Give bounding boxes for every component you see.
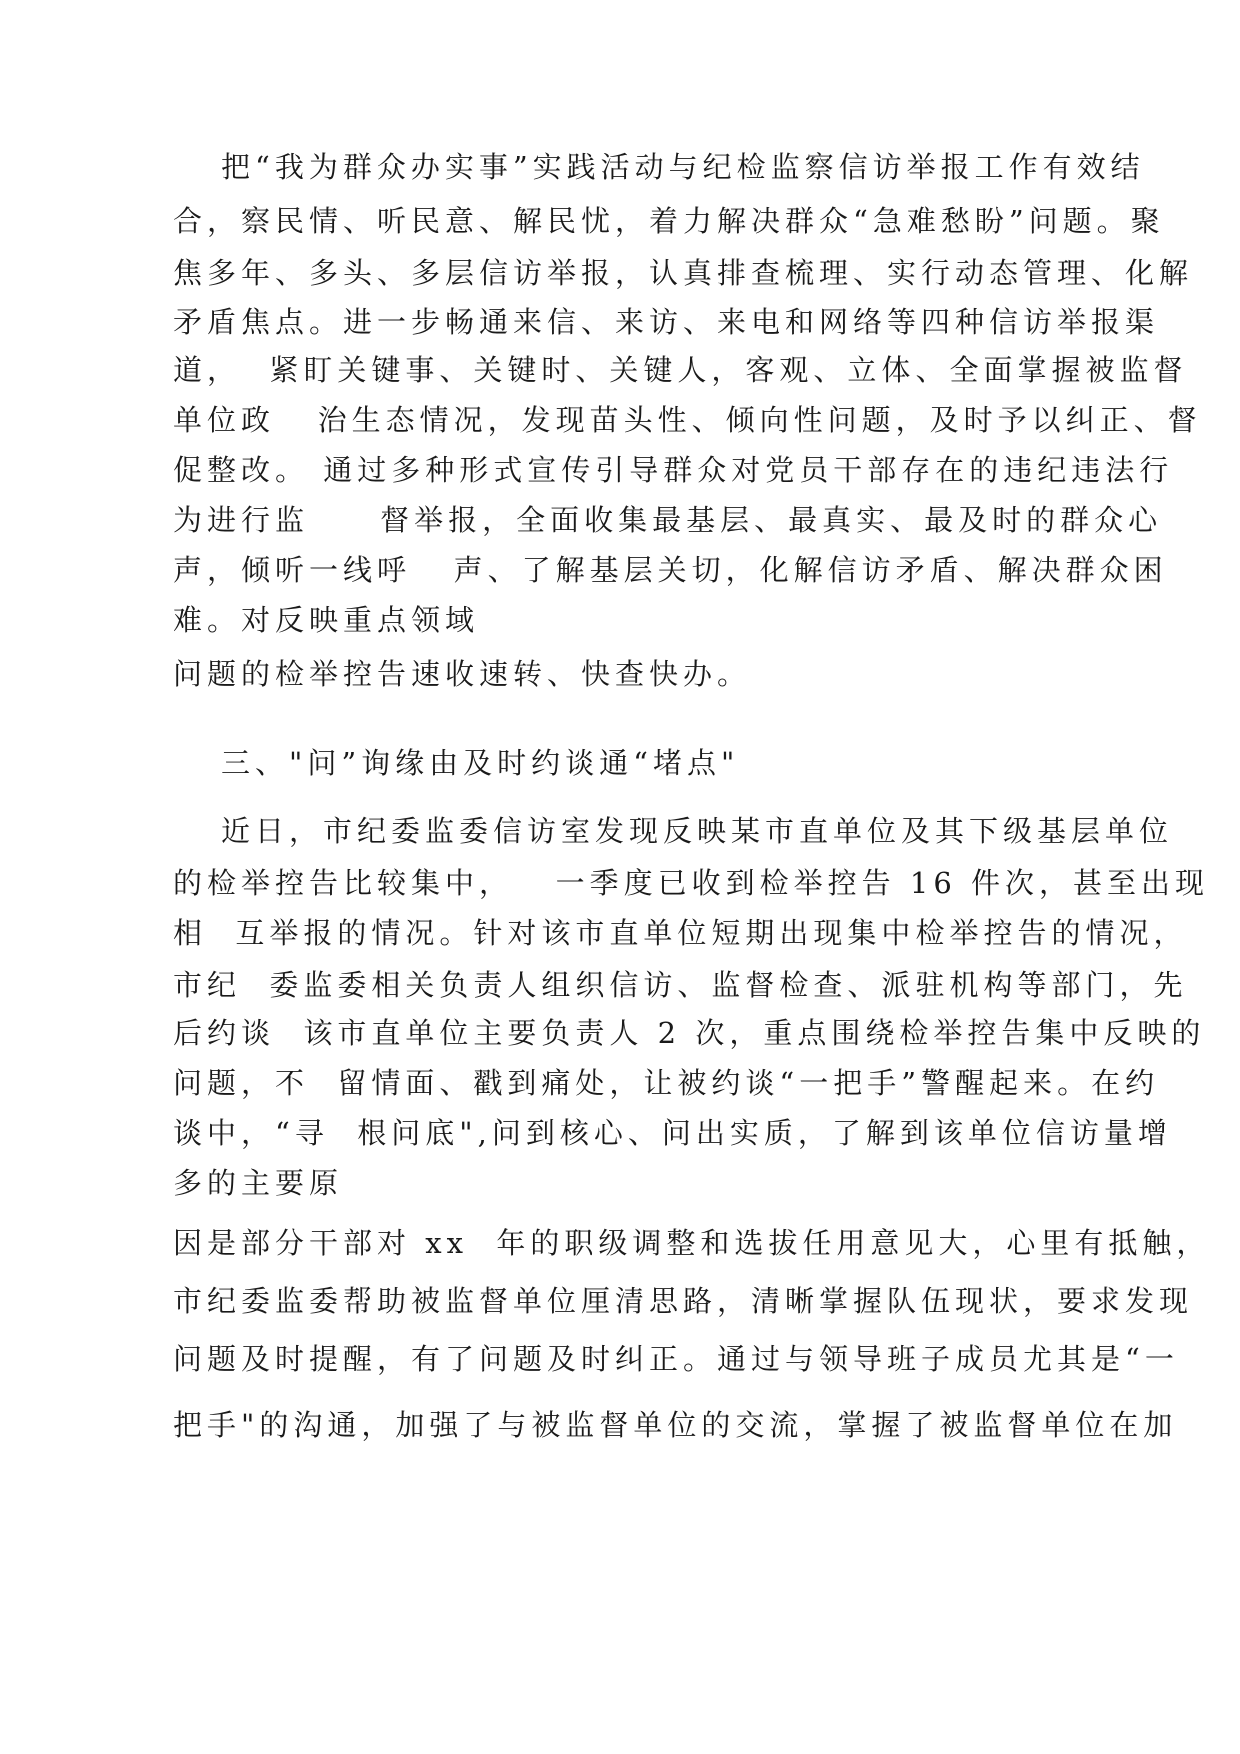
paragraph-line: 把手"的沟通，加强了与被监督单位的交流，掌握了被监督单位在加 bbox=[173, 1408, 1178, 1442]
paragraph-line: 难。对反映重点领域 bbox=[173, 603, 480, 637]
paragraph-line: 焦多年、多头、多层信访举报，认真排查梳理、实行动态管理、化解 bbox=[173, 256, 1194, 290]
paragraph-line: 声，倾听一线呼 声、了解基层关切，化解信访矛盾、解决群众困 bbox=[173, 553, 1168, 587]
paragraph-line: 促整改。 通过多种形式宣传引导群众对党员干部存在的违纪违法行 bbox=[173, 453, 1174, 487]
paragraph-line: 多的主要原 bbox=[173, 1166, 344, 1200]
paragraph-line: 的检举控告比较集中， 一季度已收到检举控告 16 件次，甚至出现 bbox=[173, 866, 1209, 900]
paragraph-line: 道， 紧盯关键事、关键时、关键人，客观、立体、全面掌握被监督 bbox=[173, 353, 1188, 387]
paragraph-line: 合，察民情、听民意、解民忧，着力解决群众“急难愁盼”问题。聚 bbox=[173, 204, 1165, 238]
paragraph-line: 市纪 委监委相关负责人组织信访、监督检查、派驻机构等部门，先 bbox=[173, 968, 1188, 1002]
paragraph-line: 为进行监 督举报，全面收集最基层、最真实、最及时的群众心 bbox=[173, 503, 1163, 537]
paragraph-line: 谈中，“寻 根问底",问到核心、问出实质，了解到该单位信访量增 bbox=[173, 1116, 1172, 1150]
paragraph-line: 相 互举报的情况。针对该市直单位短期出现集中检举控告的情况， bbox=[173, 916, 1188, 950]
paragraph-line: 问题的检举控告速收速转、快查快办。 bbox=[173, 657, 752, 691]
paragraph-line: 矛盾焦点。进一步畅通来信、来访、来电和网络等四种信访举报渠 bbox=[173, 305, 1160, 339]
paragraph-line: 市纪委监委帮助被监督单位厘清思路，清晰掌握队伍现状，要求发现 bbox=[173, 1284, 1194, 1318]
paragraph-line: 因是部分干部对 xx 年的职级调整和选拔任用意见大，心里有抵触， bbox=[173, 1226, 1211, 1260]
paragraph-line: 后约谈 该市直单位主要负责人 2 次，重点围绕检举控告集中反映的 bbox=[173, 1016, 1206, 1050]
paragraph-line: 近日，市纪委监委信访室发现反映某市直单位及其下级基层单位 bbox=[221, 814, 1174, 848]
section-heading: 三、"问”询缘由及时约谈通“堵点" bbox=[221, 746, 740, 780]
paragraph-line: 问题及时提醒，有了问题及时纠正。通过与领导班子成员尤其是“一 bbox=[173, 1342, 1179, 1376]
paragraph-line: 问题，不 留情面、戳到痛处，让被约谈“一把手”警醒起来。在约 bbox=[173, 1066, 1160, 1100]
paragraph-line: 单位政 治生态情况，发现苗头性、倾向性问题，及时予以纠正、督 bbox=[173, 403, 1202, 437]
paragraph-line: 把“我为群众办实事”实践活动与纪检监察信访举报工作有效结 bbox=[221, 150, 1145, 184]
